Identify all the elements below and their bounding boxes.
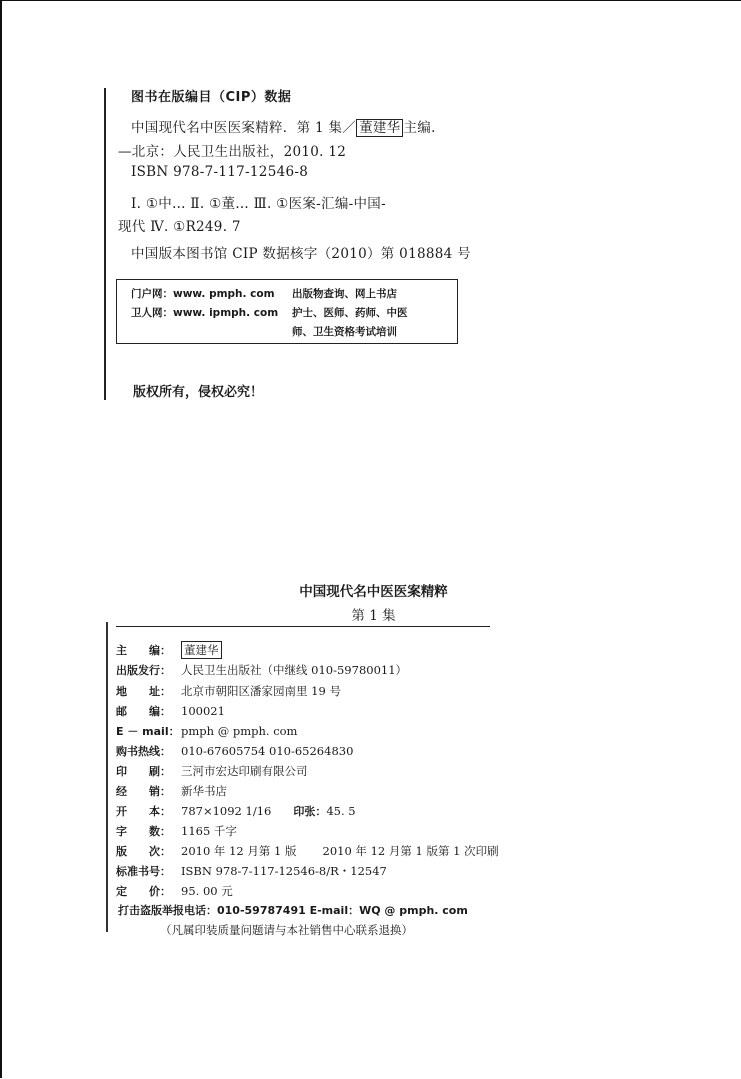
publisher-value: 人民卫生出版社（中继线 010-59780011） bbox=[181, 663, 408, 677]
pub-row-price bbox=[116, 883, 233, 899]
price-value: 95. 00 元 bbox=[181, 884, 233, 898]
pub-label: 地 址： bbox=[116, 685, 171, 698]
margin-rule bbox=[106, 622, 108, 932]
book-volume: 第 1 集 bbox=[351, 608, 396, 624]
cip-heading: 图书在版编目（CIP）数据 bbox=[131, 90, 292, 105]
cip-line-record-number: 中国版本图书馆 CIP 数据核字（2010）第 018884 号 bbox=[131, 246, 471, 262]
margin-rule bbox=[104, 88, 106, 400]
distributor-value: 新华书店 bbox=[181, 784, 227, 798]
pub-row-hotline bbox=[116, 743, 353, 759]
pub-row-distributor bbox=[116, 783, 227, 799]
health-site-desc: 护士、医师、药师、中医 bbox=[292, 307, 408, 319]
cip-title-text: 中国现代名中医医案精粹．第 1 集／ bbox=[131, 120, 357, 136]
return-policy-note: （凡属印装质量问题请与本社销售中心联系退换） bbox=[160, 923, 413, 937]
book-title: 中国现代名中医医案精粹 bbox=[299, 584, 448, 600]
pub-label: 邮 编： bbox=[116, 705, 171, 718]
postcode-value: 100021 bbox=[181, 704, 225, 718]
email-value: pmph @ pmph. com bbox=[181, 724, 298, 738]
pub-row-format bbox=[116, 803, 356, 819]
sheets-label: 印张： bbox=[293, 805, 327, 818]
pub-row-postcode bbox=[116, 703, 225, 719]
cip-line-classification-cont: 现代 Ⅳ. ①R249. 7 bbox=[118, 219, 241, 235]
hotline-value: 010-67605754 010-65264830 bbox=[181, 744, 354, 758]
health-site-desc-cont: 师、卫生资格考试培训 bbox=[292, 326, 397, 338]
pub-label: 主 编： bbox=[116, 644, 171, 657]
pub-label: 定 价： bbox=[116, 885, 171, 898]
pub-label: 标准书号： bbox=[116, 865, 171, 878]
cip-line-classification: Ⅰ. ①中… Ⅱ. ①董… Ⅲ. ①医案-汇编-中国- bbox=[131, 196, 386, 212]
pub-row-printer bbox=[116, 763, 308, 779]
isbn-value: ISBN 978-7-117-12546-8/R・12547 bbox=[181, 864, 387, 878]
pub-label: 出版发行： bbox=[116, 664, 171, 677]
pub-row-words bbox=[116, 823, 237, 839]
address-value: 北京市朝阳区潘家园南里 19 号 bbox=[181, 684, 341, 698]
pub-label: 印 刷： bbox=[116, 765, 171, 778]
printer-value: 三河市宏达印刷有限公司 bbox=[181, 764, 308, 778]
portal-site-label: 门户网：www. pmph. com bbox=[131, 288, 275, 300]
pub-row-isbn bbox=[116, 863, 387, 879]
cip-title-suffix: 主编. bbox=[403, 120, 436, 136]
cip-line-isbn: ISBN 978-7-117-12546-8 bbox=[131, 164, 309, 180]
pub-label: 购书热线： bbox=[116, 745, 171, 758]
copyright-notice: 版权所有，侵权必究！ bbox=[133, 385, 264, 400]
pub-label: 开 本： bbox=[116, 805, 171, 818]
pub-row-email bbox=[116, 723, 297, 739]
pub-row-edition bbox=[116, 843, 499, 859]
format-value: 787×1092 1/16 bbox=[181, 804, 272, 818]
portal-site-desc: 出版物查询、网上书店 bbox=[292, 288, 397, 300]
piracy-report-line: 打击盗版举报电话：010-59787491 E-mail：WQ @ pmph. com bbox=[118, 904, 468, 917]
pub-label: 经 销： bbox=[116, 785, 171, 798]
pub-row-editor bbox=[116, 641, 222, 659]
pub-label: 版 次： bbox=[116, 845, 171, 858]
pub-row-publisher bbox=[116, 662, 407, 678]
edition-value: 2010 年 12 月第 1 版 bbox=[181, 844, 297, 858]
pub-label: E － mail： bbox=[116, 725, 180, 738]
cip-line-title bbox=[131, 116, 436, 136]
printing-value: 2010 年 12 月第 1 版第 1 次印刷 bbox=[322, 844, 499, 858]
editor-name: 董建华 bbox=[181, 641, 222, 659]
title-divider bbox=[116, 626, 490, 627]
pub-label: 字 数： bbox=[116, 825, 171, 838]
cip-editor-name: 董建华 bbox=[356, 119, 403, 137]
website-info-box bbox=[116, 279, 458, 344]
cip-line-publisher: —北京：人民卫生出版社，2010. 12 bbox=[118, 144, 347, 160]
words-value: 1165 千字 bbox=[181, 824, 237, 838]
sheets-value: 45. 5 bbox=[326, 804, 356, 818]
health-site-label: 卫人网：www. ipmph. com bbox=[131, 307, 279, 319]
pub-row-address bbox=[116, 683, 341, 699]
